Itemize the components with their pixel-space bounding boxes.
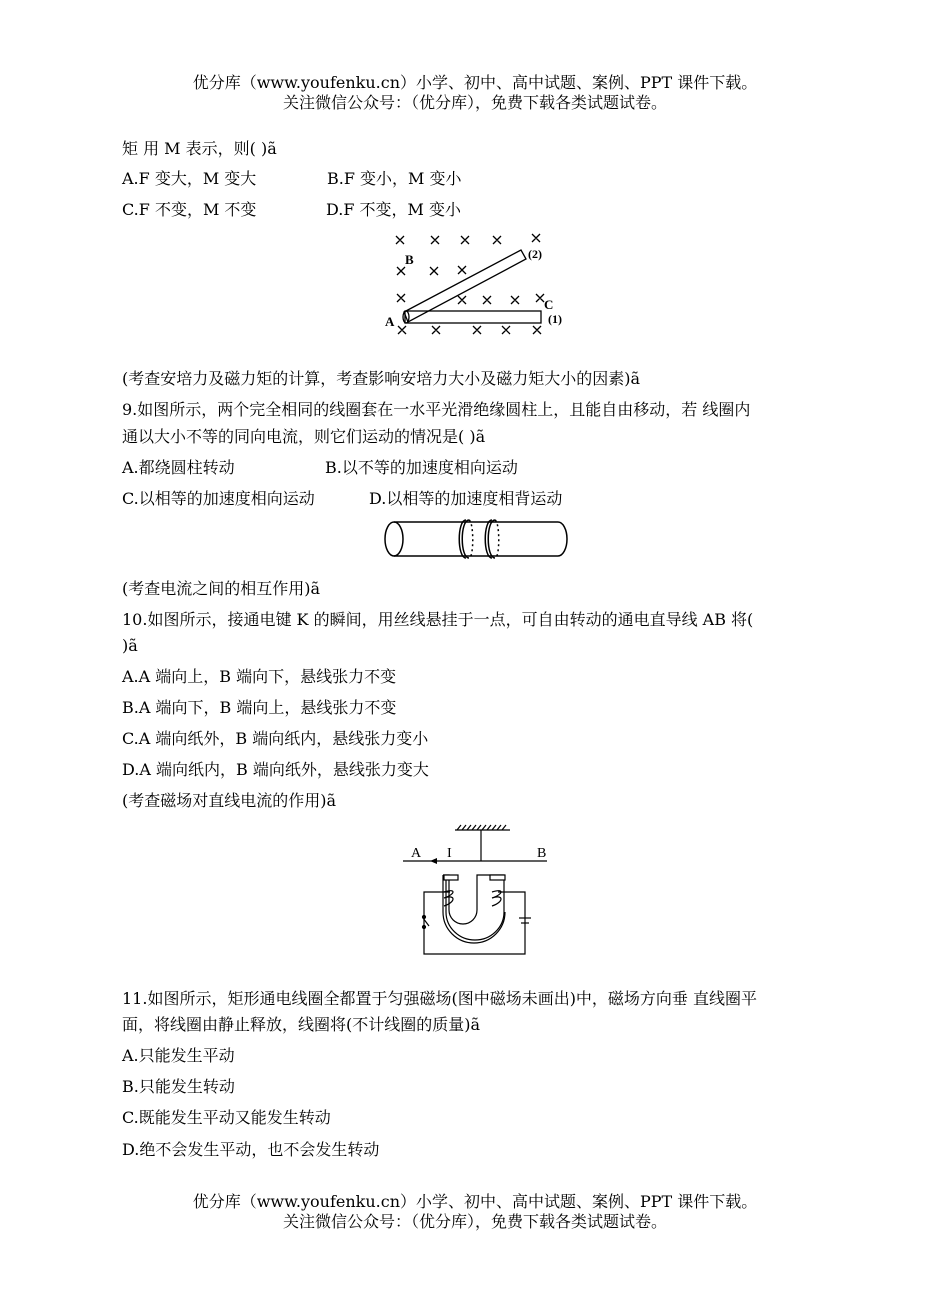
q11-option-c: C.既能发生平动又能发生转动 (122, 1108, 331, 1127)
q8-fig-label-b: B (405, 252, 414, 267)
q10-option-d: D.A 端向纸内，B 端向纸外，悬线张力变大 (122, 760, 429, 779)
header-line-1: 优分库（www.youfenku.cn）小学、初中、高中试题、案例、PPT 课件下载。 (192, 73, 758, 92)
q8-option-c: C.F 不变，M 不变 (122, 200, 257, 219)
q9-option-b: B.以不等的加速度相向运动 (325, 458, 518, 477)
q8-fig-label-a: A (385, 314, 395, 329)
q8-fig-label-2: (2) (528, 247, 542, 261)
q9-stem-line-2: 通以大小不等的同向电流，则它们运动的情况是( )ã (122, 427, 486, 446)
q11-stem-line-2: 面，将线圈由静止释放，线圈将(不计线圈的质量)ã (122, 1015, 481, 1034)
q8-note: (考查安培力及磁力矩的计算，考查影响安培力大小及磁力矩大小的因素)ã (122, 369, 641, 388)
q9-stem-line-1: 9.如图所示，两个完全相同的线圈套在一水平光滑绝缘圆柱上，且能自由移动，若 线圈内 (122, 400, 751, 419)
q9-figure (380, 518, 575, 564)
q9-option-d: D.以相等的加速度相背运动 (369, 489, 563, 508)
q9-option-c: C.以相等的加速度相向运动 (122, 489, 315, 508)
q8-fig-label-c: C (544, 297, 554, 312)
q10-stem-line-1: 10.如图所示，接通电键 K 的瞬间，用丝线悬挂于一点，可自由转动的通电直导线 AB 将( (122, 610, 754, 629)
q10-option-b: B.A 端向下，B 端向上，悬线张力不变 (122, 698, 397, 717)
q8-option-a: A.F 变大，M 变大 (122, 169, 257, 188)
q10-option-c: C.A 端向纸外，B 端向纸内，悬线张力变小 (122, 729, 429, 748)
q10-stem-line-2: )ã (122, 636, 138, 655)
q10-fig-label-b: B (537, 846, 547, 861)
q9-option-a: A.都绕圆柱转动 (122, 458, 235, 477)
q10-figure (400, 822, 550, 958)
q10-note: (考查磁场对直线电流的作用)ã (122, 791, 337, 810)
q10-current-arrow-icon (430, 858, 437, 864)
q10-fig-label-a: A (411, 846, 422, 861)
footer-line-2: 关注微信公众号：（优分库），免费下载各类试题试卷。 (282, 1212, 667, 1231)
q8-figure (380, 228, 580, 348)
q10-option-a: A.A 端向上，B 端向下，悬线张力不变 (122, 667, 397, 686)
q8-fig-label-1: (1) (548, 312, 562, 326)
q11-option-d: D.绝不会发生平动，也不会发生转动 (122, 1140, 380, 1159)
q8-option-b: B.F 变小，M 变小 (327, 169, 462, 188)
footer-line-1: 优分库（www.youfenku.cn）小学、初中、高中试题、案例、PPT 课件下载。 (192, 1192, 758, 1211)
q8-stem-tail: 矩 用 M 表示，则( )ã (122, 139, 277, 158)
q9-note: (考查电流之间的相互作用)ã (122, 579, 321, 598)
q11-option-a: A.只能发生平动 (122, 1046, 235, 1065)
q11-option-b: B.只能发生转动 (122, 1077, 235, 1096)
q11-stem-line-1: 11.如图所示，矩形通电线圈全都置于匀强磁场(图中磁场未画出)中，磁场方向垂 直线圈平 (122, 989, 758, 1008)
q8-option-d: D.F 不变，M 变小 (326, 200, 462, 219)
q10-fig-label-i: I (447, 846, 452, 861)
header-line-2: 关注微信公众号：（优分库），免费下载各类试题试卷。 (282, 93, 667, 112)
